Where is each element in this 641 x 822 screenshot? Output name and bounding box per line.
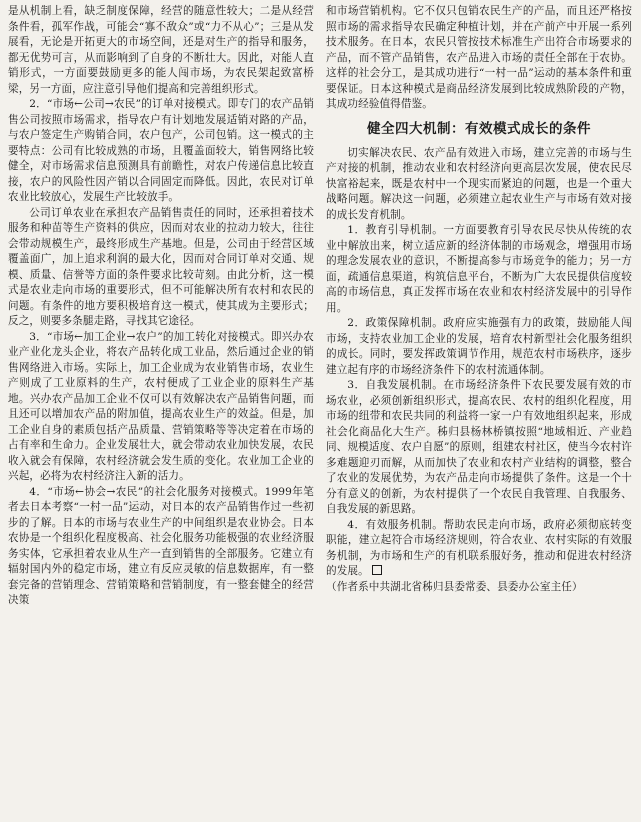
left-paragraph: 3．“市场←加工企业→农户”的加工转化对接模式。即兴办农业产业化龙头企业，将农产品转化成工业品，然后通过企业的销售网络进入市场。实际上，加工企业成为农业销售市场，农业生产则成了工业原料的生产，农村便成了工业企业的原料生产基地。兴办农产品加工企业不仅可以有效解决农产品销售问题，而且还可以增加农产品的附加值，提高农业生产的效益。但是，加工企业自身的素质包括产品质量、营销策略等等决定着在市场的占有率和生命力。企业发展壮大，就会带动农业加快发展，农民收入就会有保障，农村经济就会发生质的变化。农业加工企业的兴起，必将为农村经济注入新的活力。 — [8, 330, 314, 482]
author-note: （作者系中共湖北省秭归县委常委、县委办公室主任） — [326, 580, 583, 593]
right_after-paragraph: 4．有效服务机制。帮助农民走向市场，政府必须彻底转变职能，建立起符合市场经济规则，符合农业、农村实际的有效服务机制，为市场和生产的有机联系服好务，推动和促进农村经济的发展。 — [326, 518, 632, 577]
right_after-paragraph: 1．教育引导机制。一方面要教育引导农民尽快从传统的农业中解放出来，树立适应新的经济体制的市场观念，增强用市场的理念发展农业的意识，不断提高参与市场竞争的能力；另一方面，疏通信息渠道，构筑信息平台，不断为广大农民提供信度较高的市场信息，真正发挥市场在农业和农村经济发展中的引导作用。 — [326, 224, 632, 314]
right-column-body — [326, 146, 632, 580]
right_before-paragraph: 和市场营销机构。它不仅只包销农民生产的产品，而且还严格按照市场的需求指导农民确定种植计划，并在产前产中开展一系列技术服务。在日本，农民只管按技术标准生产出符合市场要求的产品，而不管产品销售，农产品进入市场的责任全部在于农协。这样的社会分工，是其成功进行“一村一品”运动的基本条件和重要保证。日本这种模式是商品经济发展到比较成熟阶段的产物，其成功经验值得借鉴。 — [326, 5, 632, 110]
left-paragraph: 是从机制上看，缺乏制度保障，经营的随意性较大；二是从经营条件看，孤军作战，可能会“寡不敌众”或“力不从心”；三是从发展看，无论是开拓更大的市场空间，还是对生产的指导和服务，都无优势可言，从而影响到了自身的不断壮大。因此，对能人直销形式，一方面要鼓励更多的能人闯市场，为农民架起致富桥梁，另一方面，应注意引导他们提高和完善组织形式。 — [8, 5, 314, 95]
end-mark-icon — [372, 565, 382, 575]
left-column — [8, 4, 314, 822]
section-heading: 健全四大机制：有效模式成长的条件 — [367, 120, 591, 137]
right_after-paragraph: 2．政策保障机制。政府应实施强有力的政策，鼓励能人闯市场，支持农业加工企业的发展，培育农村新型社会化服务组织的成长。同时，要发挥政策调节作用，规范农村市场秩序，逐步建立起有序的市场经济条件下的农村流通体制。 — [326, 317, 632, 376]
right_after-paragraph: 切实解决农民、农产品有效进入市场，建立完善的市场与生产对接的机制，推动农业和农村经济向更高层次发展，使农民尽快富裕起来，既是农村中一个现实而紧迫的问题，也是一个重大战略问题。解决这一问题，必须建立起农业生产与市场有效对接的成长发育机制。 — [326, 146, 632, 221]
left-paragraph: 4．“市场←协会→农民”的社会化服务对接模式。1999年笔者去日本考察“一村一品”运动，对日本的农产品销售作过一些初步的了解。日本的市场与农业生产的中间组织是农业协会。日本农协是一个组织化程度极高、社会化服务功能极强的农业经济服务实体，它承担着农业从生产一直到销售的全部服务。它建立有辐射国内外的稳定市场，建立有反应灵敏的信息数据库，有一整套完备的营销理念、营销策略和营销制度，有一整套健全的经营决策 — [8, 485, 314, 606]
left-paragraph: 2．“市场←公司→农民”的订单对接模式。即专门的农产品销售公司按照市场需求，指导农户有计划地发展适销对路的产品，与农户签定生产购销合同，农户包产，公司包销。这一模式的主要特点：公司有比较成熟的市场，且覆盖面较大，销售网络比较健全，对市场需求信息预测具有前瞻性，对农户传递信息比较直接，农户的风险性因产销以合同固定而降低。因此，农民对订单农业比较放心，发展生产比较放手。 — [8, 98, 314, 203]
right-column-intro — [326, 4, 632, 113]
right_after-paragraph: 3．自我发展机制。在市场经济条件下农民要发展有效的市场农业，必须创新组织形式，提高农民、农村的组织化程度，用市场的纽带和农民共同的利益将一家一户有效地组织起来，形成社会化商品化大生产。秭归县杨林桥镇按照“地域相近、产业趋同、规模适度、农户自愿”的原则，组建农村社区，使当今农村许多难题迎刃而解，从而加快了农业和农村产业结构的调整，整合了农业的发展优势，为农产品走向市场提供了条件。这是一个十分有意义的创新，为农村提供了一个农民自我管理、自我服务、自我发展的新思路。 — [326, 379, 632, 515]
right-column — [326, 4, 632, 822]
left-paragraph: 公司订单农业在承担农产品销售责任的同时，还承担着技术服务和种苗等生产资料的供应，因而对农业的拉动力较大，往往会带动规模生产，最终形成生产基地。但是，公司由于经营区域覆盖面广，加上追求利润的最大化，因而对合同订单对交通、规模、质量、信誉等方面的条件要求比较苛刻。由此分析，这一模式是农业走向市场的重要形式，但不可能解决所有农村和农民的问题。有条件的地方要积极培育这一模式，使其成为主要形式；反之，则要多条腿走路，寻找其它途径。 — [8, 206, 314, 327]
